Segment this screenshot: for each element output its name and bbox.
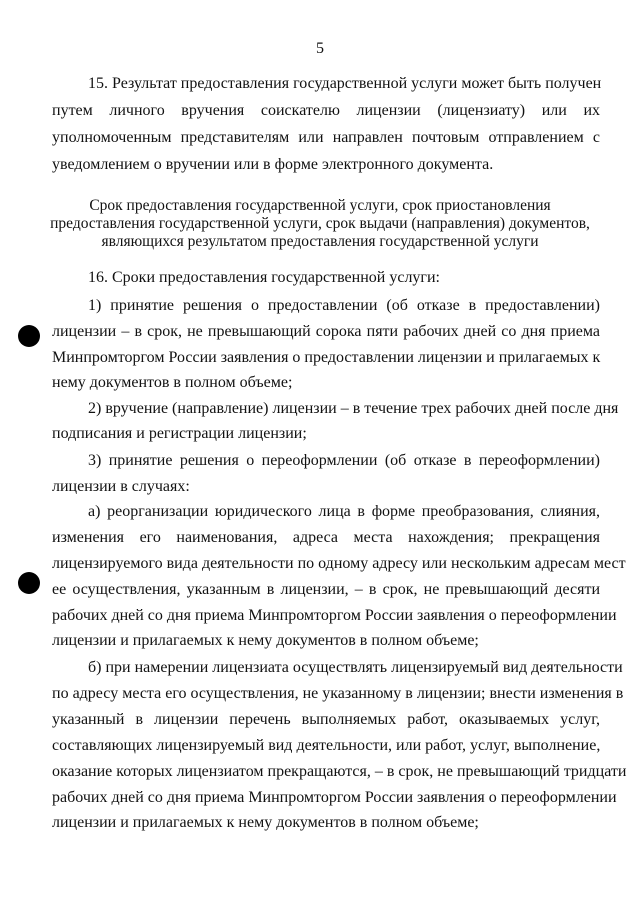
text-line: лицензии и прилагаемых к нему документов в полном объеме; xyxy=(52,632,479,649)
text-line: оказание которых лицензиатом прекращаются, – в срок, не превышающий тридцати xyxy=(52,763,627,780)
text-line: 16. Сроки предоставления государственной услуги: xyxy=(88,269,440,286)
text-line: уполномоченным представителям или направлен почтовым отправлением с xyxy=(52,129,600,146)
text-line: лицензируемого вида деятельности по одному адресу или нескольким адресам мест xyxy=(52,555,626,572)
text-line: нему документов в полном объеме; xyxy=(52,374,293,391)
text-line: а) реорганизации юридического лица в форме преобразования, слияния, xyxy=(88,503,600,520)
text-line: подписания и регистрации лицензии; xyxy=(52,425,307,442)
text-line: 1) принятие решения о предоставлении (об отказе в предоставлении) xyxy=(88,297,600,314)
text-line: рабочих дней со дня приема Минпромторгом России заявления о переоформлении xyxy=(52,789,617,806)
text-line: лицензии и прилагаемых к нему документов в полном объеме; xyxy=(52,814,479,831)
text-line: уведомлением о вручении или в форме электронного документа. xyxy=(52,156,494,173)
text-line: по адресу места его осуществления, не указанному в лицензии; внести изменения в xyxy=(52,685,624,702)
text-line: путем личного вручения соискателю лицензии (лицензиату) или их xyxy=(52,102,600,119)
text-line: б) при намерении лицензиата осуществлять лицензируемый вид деятельности xyxy=(88,659,623,676)
text-line: указанный в лицензии перечень выполняемых работ, оказываемых услуг, xyxy=(52,711,600,728)
section-heading-line: являющихся результатом предоставления государственной услуги xyxy=(101,233,539,250)
text-line: ее осуществления, указанным в лицензии, – в срок, не превышающий десяти xyxy=(52,581,600,598)
punch-hole-top xyxy=(18,325,40,347)
punch-hole-bottom xyxy=(18,572,40,594)
text-line: изменения его наименования, адреса места нахождения; прекращения xyxy=(52,529,600,546)
text-line: 3) принятие решения о переоформлении (об отказе в переоформлении) xyxy=(88,452,600,469)
text-line: 15. Результат предоставления государственной услуги может быть получен xyxy=(88,75,602,92)
text-line: рабочих дней со дня приема Минпромторгом России заявления о переоформлении xyxy=(52,607,617,624)
section-heading-line: предоставления государственной услуги, срок выдачи (направления) документов, xyxy=(50,215,590,232)
text-line: лицензии в случаях: xyxy=(52,478,190,495)
page-number: 5 xyxy=(316,40,324,57)
section-heading-line: Срок предоставления государственной услуги, срок приостановления xyxy=(89,197,551,214)
text-line: лицензии – в срок, не превышающий сорока пяти рабочих дней со дня приема xyxy=(52,323,600,340)
text-line: составляющих лицензируемый вид деятельности, или работ, услуг, выполнение, xyxy=(52,737,601,754)
text-line: 2) вручение (направление) лицензии – в течение трех рабочих дней после дня xyxy=(88,400,619,417)
text-line: Минпромторгом России заявления о предоставлении лицензии и прилагаемых к xyxy=(52,349,601,366)
